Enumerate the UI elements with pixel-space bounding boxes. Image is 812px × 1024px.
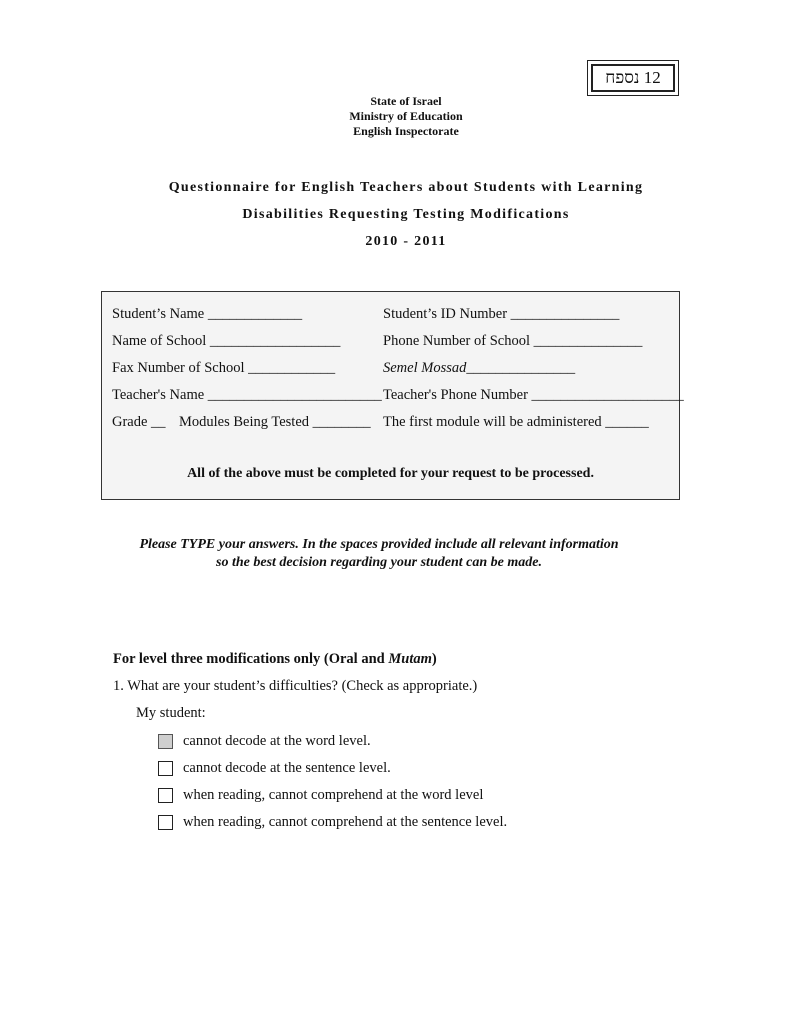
school-phone-field[interactable]: Phone Number of School _______________ — [383, 333, 643, 349]
option-decode-sentence[interactable] — [158, 760, 391, 777]
appendix-label: 12 נספח — [591, 64, 675, 92]
section-heading-suffix: ) — [431, 651, 437, 667]
teacher-phone-field[interactable] — [383, 387, 684, 404]
checkbox[interactable] — [158, 815, 173, 830]
teacher-name-label: Teacher's Name ________________________ — [112, 387, 382, 403]
section-heading-prefix: For level three modifications only (Oral and — [113, 651, 389, 667]
instructions-line-2: so the best decision regarding your student can be made. — [216, 555, 542, 570]
student-info-box — [101, 291, 684, 500]
option-label: cannot decode at the word level. — [183, 733, 371, 749]
completion-note: All of the above must be completed for your request to be processed. — [187, 466, 594, 481]
section-heading-italic: Mutam — [388, 651, 432, 667]
student-id-field[interactable]: Student’s ID Number _______________ — [383, 306, 620, 322]
student-name-field[interactable]: Student’s Name _____________ — [112, 306, 303, 322]
checkbox[interactable] — [158, 734, 173, 749]
letterhead-state: State of Israel — [370, 94, 442, 108]
instructions-line-1: Please TYPE your answers. In the spaces provided include all relevant information — [139, 537, 619, 552]
option-label: when reading, cannot comprehend at the sentence level. — [183, 814, 508, 830]
letterhead-inspectorate: English Inspectorate — [353, 124, 459, 138]
section-heading — [113, 651, 437, 668]
modules-tested-field[interactable]: Modules Being Tested ________ — [179, 414, 371, 430]
teacher-name-field[interactable] — [112, 387, 382, 404]
teacher-phone-label: Teacher's Phone Number _____________________ — [383, 387, 684, 403]
appendix-label-box — [587, 60, 679, 96]
title-line-1: Questionnaire for English Teachers about Students with Learning — [168, 180, 644, 195]
option-label: cannot decode at the sentence level. — [183, 760, 391, 776]
grade-field[interactable]: Grade __ — [112, 414, 166, 430]
letterhead — [0, 94, 812, 139]
option-decode-word[interactable] — [158, 733, 371, 750]
semel-mossad-field[interactable]: Semel Mossad_______________ — [383, 360, 576, 376]
question-prompt: My student: — [136, 705, 206, 721]
first-module-field[interactable]: The first module will be administered ______ — [383, 414, 649, 430]
option-comprehend-sentence[interactable] — [158, 814, 507, 831]
option-comprehend-word[interactable] — [158, 787, 483, 804]
letterhead-ministry: Ministry of Education — [349, 109, 463, 123]
option-label: when reading, cannot comprehend at the word level — [183, 787, 484, 803]
school-name-field[interactable]: Name of School __________________ — [112, 333, 341, 349]
title-line-2: Disabilities Requesting Testing Modifications — [242, 207, 570, 222]
question-1: 1. What are your student’s difficulties? (Check as appropriate.) — [113, 678, 478, 694]
fax-number-field[interactable]: Fax Number of School ____________ — [112, 360, 336, 376]
checkbox[interactable] — [158, 788, 173, 803]
title-year: 2010 - 2011 — [365, 234, 447, 249]
checkbox[interactable] — [158, 761, 173, 776]
